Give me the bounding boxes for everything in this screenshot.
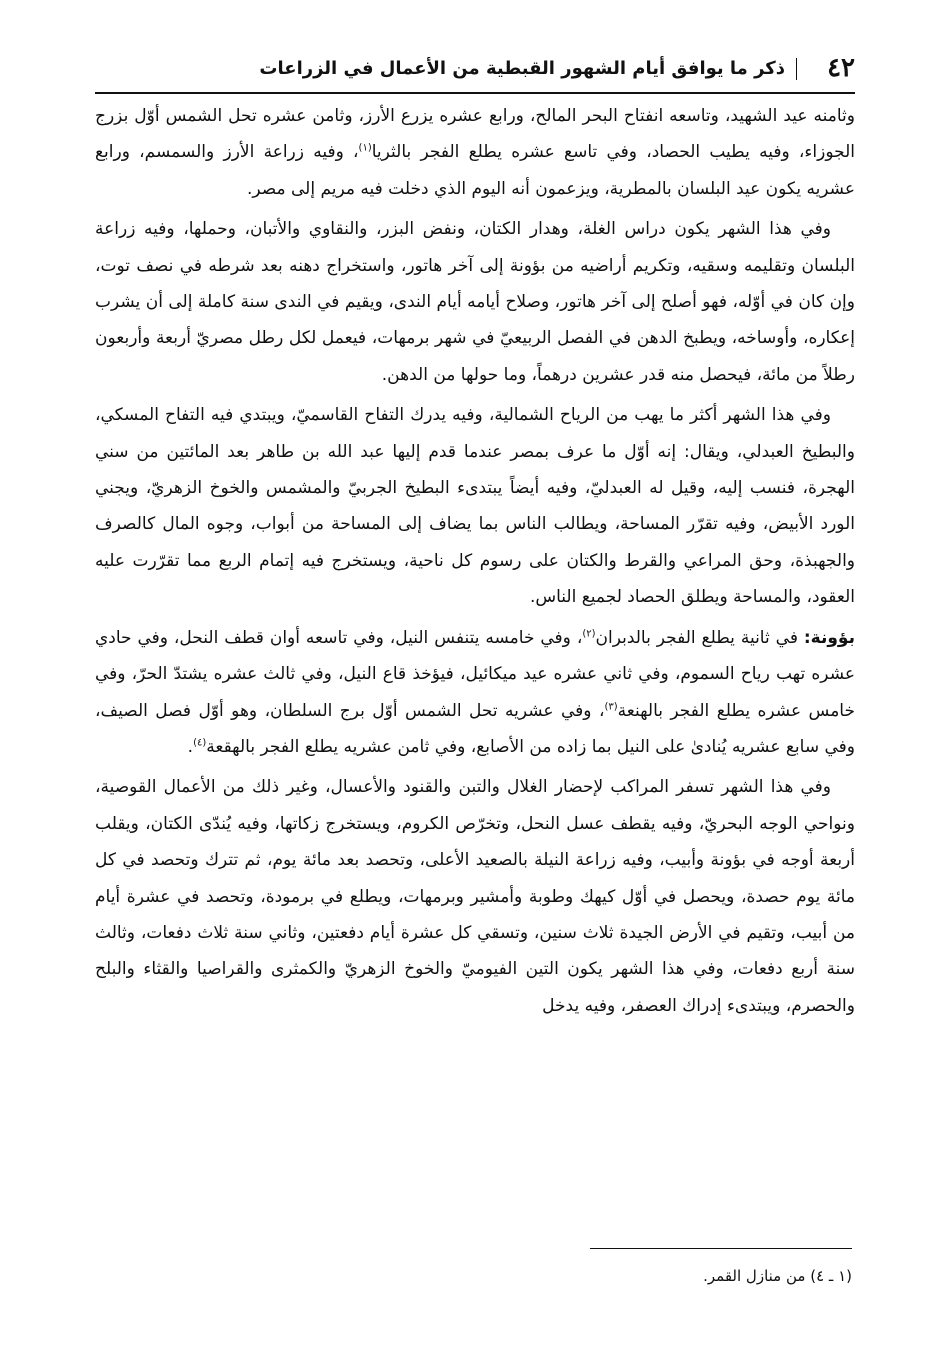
- paragraph-1: وثامنه عيد الشهيد، وتاسعه انفتاح البحر المالح، ورابع عشره يزرع الأرز، وثامن عشره تحل الشمس أوّل بزرج الجوزاء، وفيه يطيب الحصاد، وفي تاسع عشره يطلع الفجر بالثريا$^{(١)}$، وفيه زراعة الأرز والسمسم، ورابع عشريه يكون عيد البلسان بالمطرية، ويزعمون أنه اليوم الذي دخلت فيه مريم إلى مصر.: [95, 106, 855, 199]
- running-title: ذكر ما يوافق أيام الشهور القبطية من الأعمال في الزراعات: [259, 58, 785, 79]
- footnote-ref: (٣): [604, 700, 618, 712]
- paragraph-4: بؤونة: في ثانية يطلع الفجر بالدبران$^{(٢)}$، وفي خامسه يتنفس النيل، وفي تاسعه أوان قطف النحل، وفي حادي عشره تهب رياح السموم، وفي ثاني عشره عيد ميكائيل، فيؤخذ قاع النيل، وفي ثالث عشره يشتدّ الحرّ، وفي خامس عشره يطلع الفجر بالهنعة$^{(٣)}$، وفي عشريه تحل الشمس أوّل برج السلطان، وهو أوّل فصل الصيف، وفي سابع عشريه يُنادىٰ على النيل بما زاده من الأصابع، وفي ثامن عشريه يطلع الفجر بالهقعة$^{(٤)}$.: [95, 627, 855, 757]
- body-text: [95, 98, 855, 1028]
- page-header: [95, 52, 855, 88]
- paragraph-2: وفي هذا الشهر يكون دراس الغلة، وهدار الكتان، ونفض البزر، والنقاوي والأتبان، وحملها، وفيه زراعة البلسان وتقليمه وسقيه، وتكريم أراضيه من بؤونة إلى آخر هاتور، واستخراج دهنه بعد شرطه في نصف توت، وإن كان في أوّله، فهو أصلح إلى آخر هاتور، وصلاح أيامه أيام الندى، ويقيم في الندى سنة كاملة إلى أن يشرب إعكاره، وأوساخه، ويطبخ الدهن في الفصل الربيعيّ في شهر برمهات، فيعمل لكل رطل مصريّ أربعة وأربعون رطلاً من مائة، فيحصل منه قدر عشرين درهماً، وما حولها من الدهن.: [95, 219, 855, 385]
- footnote-ref: (١): [358, 142, 372, 154]
- header-separator: [796, 58, 797, 80]
- footnote-rule: [590, 1248, 852, 1249]
- page-number: ٤٢: [827, 53, 855, 83]
- footnote-marker: (١ ـ ٤): [810, 1267, 852, 1285]
- month-heading: بؤونة:: [803, 627, 855, 648]
- footnote-ref: (٤): [193, 737, 207, 749]
- header-rule: [95, 92, 855, 94]
- paragraph-5: وفي هذا الشهر تسفر المراكب لإحضار الغلال والتبن والقنود والأعسال، وغير ذلك من الأعمال القوصية، ونواحي الوجه البحريّ، وفيه يقطف عسل النحل، وتخرّص الكروم، ويستخرج زكاتها، وفيه يُندّى الكتان، ويقلب أربعة أوجه في بؤونة وأبيب، وفيه زراعة النيلة بالصعيد الأعلى، وتحصد بعد مائة يوم، ثم تترك وتحصد في كل مائة يوم حصدة، ويحصل في أوّل كيهك وطوبة وأمشير وبرمهات، ويطلع في برمودة، وتحصد في عشرة أيام من أبيب، وتقيم في الأرض الجيدة ثلاث سنين، وتسقي كل عشرة أيام دفعتين، وثاني سنة ثلاث دفعات، وثالث سنة أربع دفعات، وفي هذا الشهر يكون التين الفيوميّ والخوخ الزهريّ والكمثرى والقراصيا والقثاء والبلح والحصرم، ويبتدىء إدراك العصفر، وفيه يدخل: [95, 777, 855, 1016]
- footnote: [452, 1262, 852, 1290]
- footnote-text: من منازل القمر.: [703, 1267, 806, 1285]
- paragraph-3: وفي هذا الشهر أكثر ما يهب من الرياح الشمالية، وفيه يدرك التفاح القاسميّ، ويبتدي فيه التفاح المسكي، والبطيخ العبدلي، ويقال: إنه أوّل ما عرف بمصر عندما قدم إليها عبد الله بن طاهر بعد المائتين من سني الهجرة، فنسب إليه، وقيل له العبدليّ، وفيه أيضاً يبتدىء البطيخ الجربيّ والمشمس والخوخ الزهريّ، ويجني الورد الأبيض، وفيه تقرّر المساحة، ويطالب الناس بما يضاف إلى المساحة من أبواب، وجوه المال كالصرف والجهبذة، وحق المراعي والقرط والكتان على رسوم كل ناحية، ويستخرج فيه إتمام الربع مما تقرّرت عليه العقود، والمساحة ويطلق الحصاد لجميع الناس.: [95, 405, 855, 608]
- footnote-ref: (٢): [582, 628, 596, 640]
